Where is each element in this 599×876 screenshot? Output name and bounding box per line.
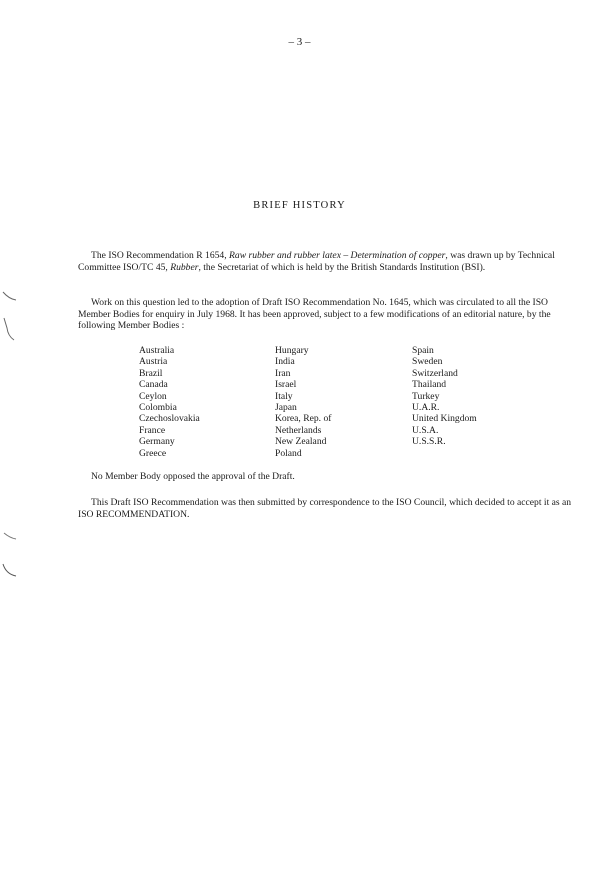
member-body-item: Turkey [412, 390, 440, 402]
member-body-item: New Zealand [275, 436, 327, 448]
paragraph-no-opposition [78, 471, 578, 483]
p4-text: This Draft ISO Recommendation was then submitted by correspondence to the ISO Council, which decided to accept it as an ISO RECOMMENDATION. [78, 497, 572, 520]
member-column-3 [412, 345, 542, 448]
member-body-item: U.S.S.R. [412, 436, 446, 448]
member-body-item: Greece [139, 447, 167, 459]
member-body-item: U.S.A. [412, 424, 439, 436]
member-body-item: Hungary [275, 345, 309, 356]
p3-text: No Member Body opposed the approval of the Draft. [91, 471, 295, 482]
p1-committee: Rubber [170, 261, 199, 273]
member-body-item: Ceylon [139, 390, 167, 402]
member-body-item: Austria [139, 356, 168, 368]
member-body-item: Thailand [412, 379, 447, 391]
paragraph-enquiry [78, 297, 578, 332]
brief-history-heading: BRIEF HISTORY [253, 200, 346, 211]
member-body-item: United Kingdom [412, 413, 477, 425]
member-body-item: Netherlands [275, 424, 322, 436]
member-body-item: Australia [139, 345, 175, 356]
member-body-item: Iran [275, 367, 291, 379]
paragraph-council [78, 497, 578, 520]
member-body-item: Sweden [412, 356, 443, 368]
member-body-item: Poland [275, 447, 302, 459]
margin-mark [0, 562, 20, 580]
member-body-item: Switzerland [412, 367, 458, 379]
margin-mark [0, 530, 20, 544]
member-body-item: Canada [139, 379, 168, 391]
member-body-item: India [275, 356, 295, 368]
margin-mark [0, 316, 20, 342]
member-body-item: Israel [275, 379, 297, 391]
margin-mark [0, 290, 20, 304]
member-body-item: Brazil [139, 367, 163, 379]
member-body-item: France [139, 424, 166, 436]
member-column-1 [139, 345, 269, 459]
p1-title: Raw rubber and rubber latex – Determination of copper [229, 250, 446, 261]
member-body-item: Spain [412, 345, 434, 356]
member-body-item: Japan [275, 402, 297, 414]
member-column-2 [275, 345, 405, 459]
member-body-item: Korea, Rep. of [275, 413, 332, 425]
member-body-item: U.A.R. [412, 402, 440, 414]
p2-text: Work on this question led to the adoption of Draft ISO Recommendation No. 1645, which was circulated to all the ISO Member Bodies for enquiry in July 1968. It has been approved, subject to a few modifications of an editorial nature, by the following Member Bodies : [78, 297, 551, 332]
member-body-item: Italy [275, 390, 293, 402]
page-number: – 3 – [288, 36, 311, 48]
paragraph-recommendation [78, 250, 578, 273]
p1-text-1: The ISO Recommendation R 1654, [91, 250, 230, 261]
p1-text-3: , the Secretariat of which is held by the British Standards Institution (BSI). [198, 261, 486, 273]
member-body-item: Germany [139, 436, 175, 448]
member-body-item: Colombia [139, 402, 177, 414]
p1-text-2: , was drawn up by Technical Committee ISO/TC 45, [78, 250, 555, 273]
member-body-item: Czechoslovakia [139, 413, 200, 425]
